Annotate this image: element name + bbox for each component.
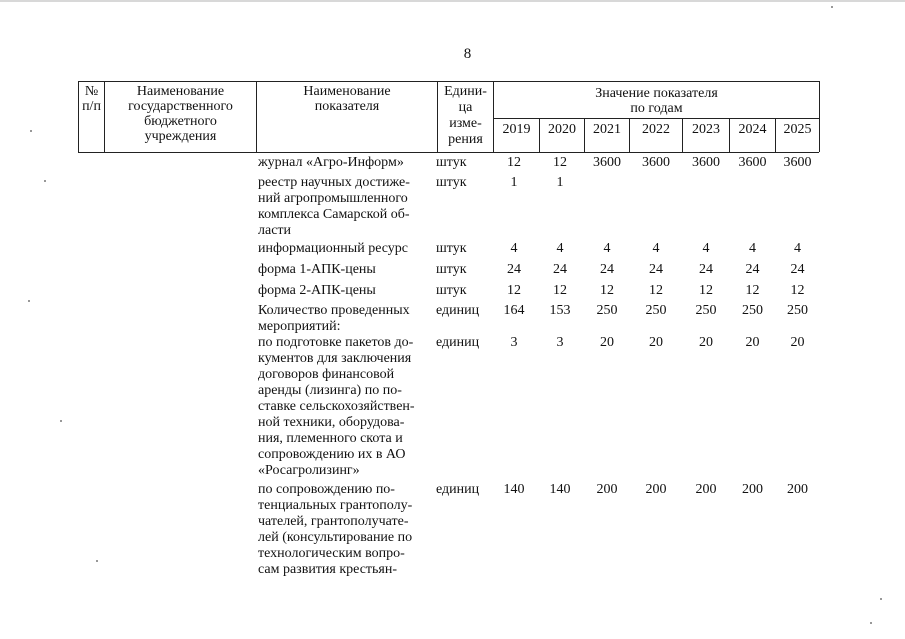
value-2020: 1 bbox=[556, 175, 564, 190]
header-year: 2020 bbox=[548, 122, 576, 137]
indicator-name bbox=[258, 283, 432, 299]
value-2023: 20 bbox=[699, 335, 713, 350]
header-rule-v bbox=[819, 81, 820, 152]
value-2024: 200 bbox=[742, 482, 763, 497]
unit-cell: единиц bbox=[436, 335, 480, 350]
indicator-name-line: мероприятий: bbox=[258, 319, 341, 334]
indicator-name-line: ласти bbox=[258, 223, 292, 238]
header-value-col bbox=[494, 86, 819, 116]
value-2024: 3600 bbox=[738, 155, 767, 170]
value-2022: 200 bbox=[645, 482, 667, 497]
value-2019: 12 bbox=[507, 283, 521, 298]
indicator-name bbox=[258, 241, 432, 257]
indicator-name bbox=[258, 335, 432, 479]
value-2021: 12 bbox=[600, 283, 614, 298]
header-unit-line: рения bbox=[448, 132, 483, 147]
header-year: 2023 bbox=[692, 122, 720, 137]
value-2019: 140 bbox=[503, 482, 525, 497]
header-year: 2021 bbox=[593, 122, 621, 137]
value-2020: 24 bbox=[553, 262, 567, 277]
value-2025: 4 bbox=[794, 241, 801, 256]
value-2023: 3600 bbox=[692, 155, 720, 170]
value-2019: 4 bbox=[510, 241, 518, 256]
unit-cell: штук bbox=[436, 262, 467, 277]
value-2024: 24 bbox=[745, 262, 760, 277]
value-2020: 4 bbox=[556, 241, 564, 256]
value-2019: 12 bbox=[507, 155, 521, 170]
indicator-name-line: форма 1-АПК-цены bbox=[258, 262, 376, 277]
value-2024: 250 bbox=[742, 303, 763, 318]
header-bottom-rule bbox=[78, 152, 819, 153]
header-indicator-col bbox=[257, 84, 437, 114]
value-2022: 20 bbox=[649, 335, 663, 350]
indicator-name-line: сам развития крестьян- bbox=[258, 562, 398, 577]
indicator-name bbox=[258, 262, 432, 278]
header-year: 2025 bbox=[783, 122, 812, 137]
indicator-name-line: по подготовке пакетов до- bbox=[258, 335, 414, 350]
header-value-line: Значение показателя bbox=[595, 86, 718, 101]
value-2023: 4 bbox=[702, 241, 710, 256]
indicator-name-line: лей (консультирование по bbox=[258, 530, 413, 545]
value-2021: 250 bbox=[596, 303, 618, 318]
header-number-abbr: п/п bbox=[82, 99, 101, 114]
value-2025: 250 bbox=[787, 303, 808, 318]
unit-cell: штук bbox=[436, 283, 467, 298]
indicator-name-line: сопровождению их в АО bbox=[258, 447, 406, 462]
header-institution-line: бюджетного bbox=[144, 114, 217, 129]
indicator-name-line: информационный ресурс bbox=[258, 241, 408, 256]
scan-speck bbox=[870, 622, 872, 624]
indicator-name-line: реестр научных достиже- bbox=[258, 175, 410, 190]
indicator-name-line: журнал «Агро-Информ» bbox=[258, 155, 404, 170]
header-institution-line: Наименование bbox=[136, 84, 225, 99]
value-2020: 140 bbox=[549, 482, 571, 497]
scan-speck bbox=[44, 180, 46, 182]
value-2025: 24 bbox=[790, 262, 805, 277]
header-years-rule bbox=[493, 118, 819, 119]
unit-cell: штук bbox=[436, 155, 467, 170]
header-unit-line: Едини- bbox=[444, 84, 487, 99]
value-2023: 24 bbox=[699, 262, 713, 277]
value-2024: 12 bbox=[745, 283, 760, 298]
unit-cell: единиц bbox=[436, 482, 480, 497]
value-2019: 24 bbox=[507, 262, 521, 277]
value-2021: 3600 bbox=[593, 155, 621, 170]
unit-cell: единиц bbox=[436, 303, 480, 318]
indicator-name-line: по сопровождению по- bbox=[258, 482, 395, 497]
indicator-name-line: аренды (лизинга) по по- bbox=[258, 383, 402, 398]
header-value-line: по годам bbox=[630, 101, 683, 116]
value-2022: 24 bbox=[649, 262, 663, 277]
indicator-name-line: ния, племенного скота и bbox=[258, 431, 403, 446]
header-unit-col bbox=[438, 84, 493, 148]
header-year: 2022 bbox=[642, 122, 670, 137]
header-number-sign: № bbox=[84, 84, 99, 99]
value-2020: 12 bbox=[553, 155, 567, 170]
indicator-name bbox=[258, 303, 432, 335]
header-indicator-line: Наименование bbox=[303, 84, 391, 99]
indicator-name-line: кументов для заключения bbox=[258, 351, 412, 366]
value-2020: 3 bbox=[556, 335, 564, 350]
value-2025: 3600 bbox=[783, 155, 812, 170]
value-2025: 20 bbox=[790, 335, 805, 350]
value-2019: 1 bbox=[510, 175, 518, 190]
header-institution-line: учреждения bbox=[144, 129, 217, 144]
indicator-name-line: тенциальных грантополу- bbox=[258, 498, 413, 513]
value-2023: 12 bbox=[699, 283, 713, 298]
value-2021: 4 bbox=[603, 241, 611, 256]
value-2021: 200 bbox=[596, 482, 618, 497]
indicator-name-line: форма 2-АПК-цены bbox=[258, 283, 376, 298]
indicator-name bbox=[258, 155, 432, 171]
indicator-name-line: Количество проведенных bbox=[258, 303, 410, 318]
value-2022: 250 bbox=[645, 303, 667, 318]
indicator-name-line: технологическим вопро- bbox=[258, 546, 405, 561]
value-2025: 200 bbox=[787, 482, 808, 497]
scan-speck bbox=[96, 560, 98, 562]
indicator-name bbox=[258, 175, 432, 239]
value-2021: 20 bbox=[600, 335, 614, 350]
indicator-name-line: ставке сельскохозяйствен- bbox=[258, 399, 415, 414]
value-2024: 4 bbox=[749, 241, 756, 256]
scan-speck bbox=[30, 130, 32, 132]
unit-cell: штук bbox=[436, 175, 467, 190]
header-unit-line: ца bbox=[458, 100, 473, 115]
header-indicator-line: показателя bbox=[314, 99, 380, 114]
header-institution-line: государственного bbox=[128, 99, 233, 114]
indicator-name-line: договоров финансовой bbox=[258, 367, 395, 382]
header-institution-col bbox=[105, 84, 256, 144]
header-unit-line: изме- bbox=[449, 116, 482, 131]
value-2025: 12 bbox=[790, 283, 805, 298]
value-2019: 3 bbox=[510, 335, 518, 350]
header-year: 2019 bbox=[502, 122, 531, 137]
value-2021: 24 bbox=[600, 262, 614, 277]
header-number-col bbox=[79, 84, 104, 114]
indicator-name-line: «Росагролизинг» bbox=[258, 463, 360, 478]
indicator-name-line: ний агропромышленного bbox=[258, 191, 408, 206]
value-2022: 12 bbox=[649, 283, 663, 298]
value-2023: 200 bbox=[695, 482, 717, 497]
indicator-name-line: ной техники, оборудова- bbox=[258, 415, 405, 430]
unit-cell: штук bbox=[436, 241, 467, 256]
page-number: 8 bbox=[463, 46, 472, 62]
value-2022: 3600 bbox=[642, 155, 670, 170]
scan-speck bbox=[831, 6, 833, 8]
header-year: 2024 bbox=[738, 122, 767, 137]
value-2024: 20 bbox=[745, 335, 760, 350]
value-2019: 164 bbox=[503, 303, 525, 318]
indicator-name-line: чателей, грантополучате- bbox=[258, 514, 409, 529]
scan-speck bbox=[60, 420, 62, 422]
indicator-name-line: комплекса Самарской об- bbox=[258, 207, 410, 222]
scan-speck bbox=[880, 598, 882, 600]
scan-speck bbox=[28, 300, 30, 302]
indicator-name bbox=[258, 482, 432, 578]
scan-top-edge bbox=[0, 0, 905, 2]
value-2020: 12 bbox=[553, 283, 567, 298]
value-2020: 153 bbox=[549, 303, 571, 318]
value-2023: 250 bbox=[695, 303, 717, 318]
header-top-rule bbox=[78, 81, 819, 82]
value-2022: 4 bbox=[652, 241, 660, 256]
